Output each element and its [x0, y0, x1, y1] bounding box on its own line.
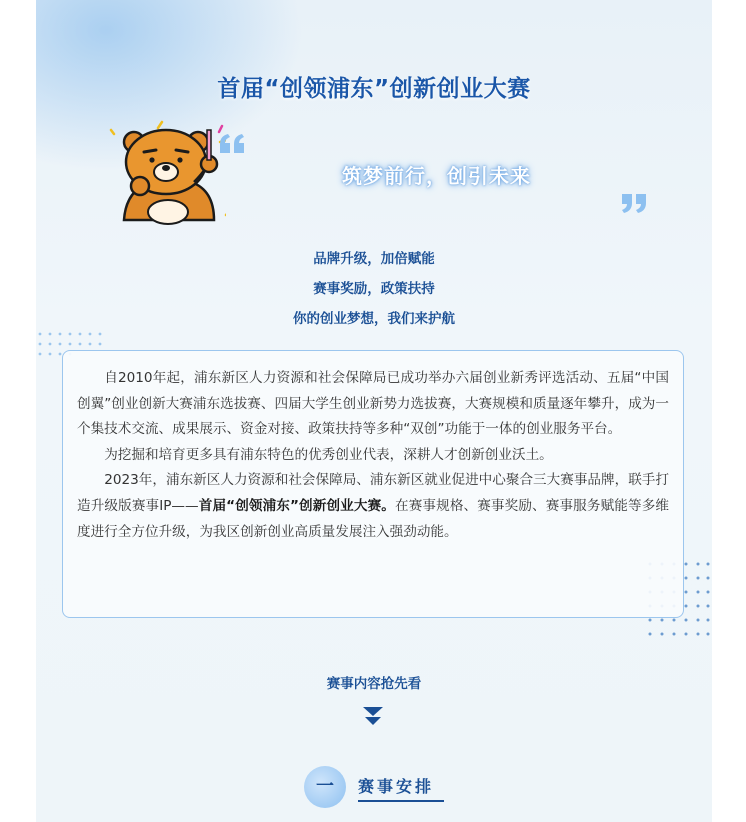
bear-mascot-icon: [106, 120, 226, 225]
intro-card: [62, 350, 684, 618]
highlight-list: [36, 244, 712, 334]
intro-text: 在赛事规格、赛事奖励、赛事服务赋能等多维度进行全方位升级，为我区创新创业高质量发展注入强劲动能。: [77, 497, 669, 540]
page-title: 首届“创领浦东”创新创业大赛: [217, 76, 531, 102]
highlight-item: 品牌升级，加倍赋能: [313, 251, 435, 267]
open-quote-icon: [218, 133, 248, 155]
highlight-item: 赛事奖励，政策扶持: [313, 281, 435, 297]
slogan-text: 筑梦前行，创引未来: [342, 164, 531, 188]
intro-paragraph: 自2010年起，浦东新区人力资源和社会保障局已成功举办六届创业新秀评选活动、五届“中国创翼”创业创新大赛浦东选拔赛、四届大学生创业新势力选拔赛，大赛规模和质量逐年攀升，成为一个集技术交流、成果展示、资金对接、政策扶持等多种“双创”功能于一体的创业服务平台。: [77, 370, 669, 438]
intro-paragraph: 为挖掘和培育更多具有浦东特色的优秀创业代表，深耕人才创新创业沃土。: [104, 446, 553, 463]
close-quote-icon: [620, 192, 650, 214]
section-underline: [358, 800, 444, 802]
section-header: [304, 766, 454, 806]
contest-name: 首届“创领浦东”创新创业大赛。: [198, 497, 395, 514]
page-background: [36, 0, 712, 822]
section-title: 赛事安排: [358, 777, 435, 796]
intro-text: 2023年，浦东新区人力资源和社会保障局、浦东新区就业促进中心聚合三大赛事品牌，联手打造升级版赛事IP——: [77, 472, 669, 514]
section-number-badge: 一: [304, 766, 346, 808]
double-chevron-down-icon: [362, 706, 384, 726]
intro-paragraph: [77, 468, 669, 545]
highlight-item: 你的创业梦想，我们来护航: [293, 311, 455, 327]
preview-label: 赛事内容抢先看: [326, 676, 422, 692]
